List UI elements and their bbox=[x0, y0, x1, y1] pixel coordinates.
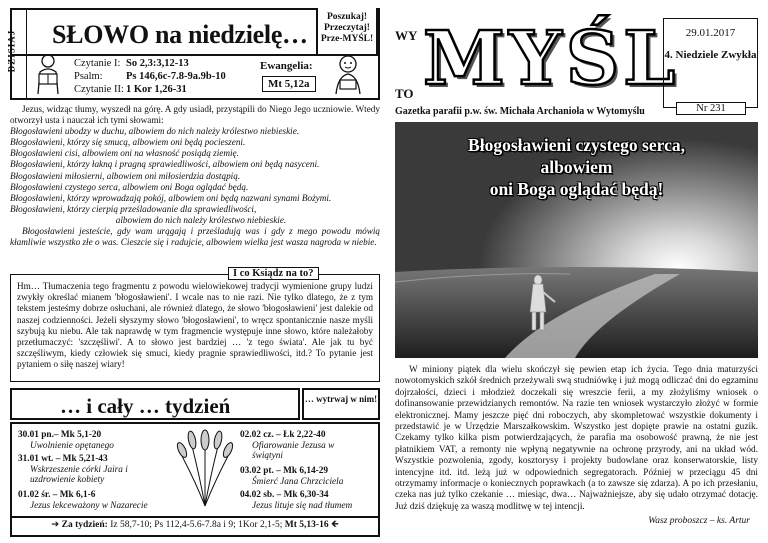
next-week-label: Za tydzień: bbox=[61, 520, 108, 530]
pastor-article: W miniony piątek dla wielu skończył się pewien etap ich życia. Tego dnia maturzyści nowotomyskich szkół średnich przeżywali swą studniówkę i już mogą odliczać dni do egzaminu dojrzałości, dzieci i młodzież doczekali się wreszcie ferii, a my złożyliśmy wniosek o dofinansowanie przewidzianych remontów. Na razie ten wniosek wystarczyło złożyć w formie elektronicznej. Mamy jeszcze pięć dni roboczych, aby skompletować wszystkie dokumenty i przedstawić je w Urzędzie Marszałkowskim. Wszystko jest dopięte prawie na ostatni guzik. Czekamy tylko kilka pism potwierdzających, że parafia ma osobowość prawną, że nie jest płatnikiem VAT, a remonty nie wpłyną negatywnie na ochronę przyrody, ani na układ wód. Wszystkie pozwolenia, zgody, kosztorysy i projekty budowlane oraz konserwatorskie, listy intencyjne itd. itd. leżą już w odpowiednich segregatorach. Później w przeciągu 45 dni otrzymamy informacje o koniecznych poprawkach (a to zawsze się zdarza). A po ich przesłaniu, czeka nas już tylko czekanie … miesiąc, dwa… Najważniejsze, aby się udało otrzymać dotację. Już dziś dziękuję za waszą modlitwę w tej intencji. bbox=[395, 365, 758, 512]
arrow-left-icon: 🡸 bbox=[330, 520, 339, 530]
day-entry bbox=[240, 490, 352, 511]
gospel-intro: Jezus, widząc tłumy, wyszedł na górę. A gdy usiadł, przystąpili do Niego Jego uczniowie. Wtedy otworzył usta i nauczał ich tymi słowami: bbox=[10, 104, 380, 126]
left-page bbox=[6, 8, 380, 536]
reading-label: Czytanie I: bbox=[74, 58, 121, 69]
dzisiaj-strip bbox=[6, 8, 27, 100]
gospel-text bbox=[10, 104, 380, 248]
day-text: Jezus lekceważony w Nazarecie bbox=[30, 500, 148, 511]
callout-line: Przeczytaj! bbox=[324, 23, 370, 33]
day-entry bbox=[18, 454, 168, 486]
beatitude: Błogosławieni czystego serca, albowiem oni Boga oglądać będą. bbox=[10, 181, 249, 192]
beatitude: Błogosławieni, którzy się smucą, albowiem oni będą pocieszeni. bbox=[10, 137, 246, 148]
logo-wordmark: MYŚL bbox=[423, 16, 680, 102]
article-signature: Wasz proboszcz – ks. Artur bbox=[648, 516, 750, 526]
title-box bbox=[10, 8, 380, 56]
gospel-ref: Mt 5,12a bbox=[262, 76, 316, 92]
day-text: Ofiarowanie Jezusa w świątyni bbox=[252, 440, 335, 462]
callout-line: Poszukaj! bbox=[326, 12, 368, 22]
child-illustration bbox=[326, 52, 370, 96]
day-head: 01.02 śr. – Mk 6,1-6 bbox=[18, 490, 96, 500]
arrow-right-icon: ➔ bbox=[51, 520, 60, 530]
day-entry bbox=[240, 430, 358, 462]
commentary-text: Hm… Tłumaczenia tego fragmentu z powodu wielowiekowej tradycji wymienione grupy ludzi zwykły określać mianem 'błogosławieni'. I wcale nas to nie razi. Nie tylko dlatego, że z tym tekstem jesteśmy dobrze osłuchani, ale również dlatego, że słowo 'błogosławieni' jest dalekie od naszej codzienności. Jeżeli słyszymy słowo 'błogosławieni', to wręcz spontanicznie nasze myśli szybują ku niebu. Ale tak naprawdę w tym fragmencie występuje inne słowo, które należałoby przetłumaczyć: 'szczęśliwi'. A to słowo jest bardziej … 'z tego świata'. Ale jak tu być szczęśliwym, kiedy człowiek się smuci, kiedy pragnie sprawiedliwości, itd.? To pytanie jest pytaniem o siłę naszej wiary! bbox=[17, 281, 373, 370]
reading-row bbox=[74, 84, 187, 96]
week-note: … wytrwaj w nim! bbox=[302, 388, 380, 420]
cover-photo bbox=[395, 122, 758, 358]
right-page bbox=[395, 8, 758, 536]
beatitude: Błogosławieni ubodzy w duchu, albowiem do nich należy królestwo niebieskie. bbox=[10, 126, 300, 137]
beatitude: Błogosławieni cisi, albowiem oni na własność posiądą ziemię. bbox=[10, 148, 239, 159]
caption-line: oni Boga oglądać będą! bbox=[489, 179, 664, 199]
page-title: SŁOWO na niedzielę… bbox=[52, 20, 308, 49]
beatitude-continuation: albowiem do nich należy królestwo niebieskie. bbox=[115, 214, 287, 225]
day-text: Uwolnienie opętanego bbox=[30, 440, 114, 451]
reading-ref: So 2,3:3,12-13 bbox=[126, 58, 189, 69]
logo-suffix: TO bbox=[395, 86, 414, 101]
day-head: 02.02 cz. – Łk 2,22-40 bbox=[240, 430, 326, 440]
logo-prefix: WY bbox=[395, 28, 418, 43]
beatitude: Błogosławieni, którzy cierpią prześladowanie dla sprawiedliwości, bbox=[10, 203, 257, 214]
issue-number: Nr 231 bbox=[676, 102, 746, 115]
next-week-gospel: Mt 5,13-16 bbox=[284, 520, 329, 530]
day-entry bbox=[18, 430, 114, 451]
masthead-logo bbox=[395, 16, 680, 106]
reading-row bbox=[74, 58, 189, 70]
day-head: 04.02 sb. – Mk 6,30-34 bbox=[240, 490, 329, 500]
issue-info-box bbox=[663, 18, 758, 114]
caption-line: Błogosławieni czystego serca, bbox=[468, 135, 685, 155]
issue-date: 29.01.2017 bbox=[685, 27, 736, 39]
callout-box bbox=[316, 8, 378, 56]
next-week-bar bbox=[10, 517, 380, 537]
publisher-line: Gazetka parafii p.w. św. Michała Archanioła w Wytomyślu bbox=[395, 106, 645, 117]
day-head: 31.01 wt. – Mk 5,21-43 bbox=[18, 454, 108, 464]
beatitude: Błogosławieni miłosierni, albowiem oni miłosierdzia dostąpią. bbox=[10, 170, 241, 181]
next-week-refs: Iz 58,7-10; Ps 112,4-5.6-7.8a i 9; 1Kor 2,1-5; bbox=[110, 520, 283, 530]
reader-illustration bbox=[30, 52, 66, 96]
caption-line: albowiem bbox=[540, 157, 613, 177]
day-head: 03.02 pt. – Mk 6,14-29 bbox=[240, 466, 329, 476]
photo-caption bbox=[395, 134, 758, 200]
day-text: Śmierć Jana Chrzciciela bbox=[252, 476, 344, 487]
day-text: Wskrzeszenie córki Jaira i uzdrowienie kobiety bbox=[30, 464, 128, 486]
day-text: Jezus lituje się nad tłumem bbox=[252, 500, 353, 511]
gospel-label: Ewangelia: bbox=[260, 60, 313, 72]
dzisiaj-label: DZISIAJ bbox=[6, 29, 17, 73]
reading-row bbox=[74, 71, 226, 83]
reading-ref: 1 Kor 1,26-31 bbox=[126, 84, 187, 95]
beatitude: Błogosławieni, którzy wprowadzają pokój, albowiem oni będą nazwani synami Bożymi. bbox=[10, 192, 332, 203]
sunday-name: 4. Niedziele Zwykła bbox=[664, 49, 757, 61]
week-schedule bbox=[10, 422, 380, 518]
day-entry bbox=[18, 490, 148, 511]
reading-label: Czytanie II: bbox=[74, 84, 124, 95]
wheat-icon bbox=[170, 428, 240, 508]
beatitude: Błogosławieni, którzy łakną i pragną sprawiedliwości, albowiem oni będą nasyceni. bbox=[10, 159, 320, 170]
reading-label: Psalm: bbox=[74, 71, 103, 82]
week-title-box bbox=[10, 388, 300, 420]
day-head: 30.01 pn.– Mk 5,1-20 bbox=[18, 430, 102, 440]
beatitude-final: Błogosławieni jesteście, gdy wam urągają i prześladują was i gdy z mego powodu mówią kłamliwie wszystko złe o was. Cieszcie się i radujcie, albowiem wielka jest wasza nagroda w niebie. bbox=[10, 226, 380, 248]
reading-ref: Ps 146,6c-7.8-9a.9b-10 bbox=[126, 71, 226, 82]
callout-line: Prze-MYŚL! bbox=[320, 34, 374, 44]
commentary-tag: I co Ksiądz na to? bbox=[228, 267, 319, 280]
day-entry bbox=[240, 466, 343, 487]
commentary-box bbox=[10, 268, 380, 382]
week-title: … i cały … tydzień bbox=[60, 394, 231, 418]
